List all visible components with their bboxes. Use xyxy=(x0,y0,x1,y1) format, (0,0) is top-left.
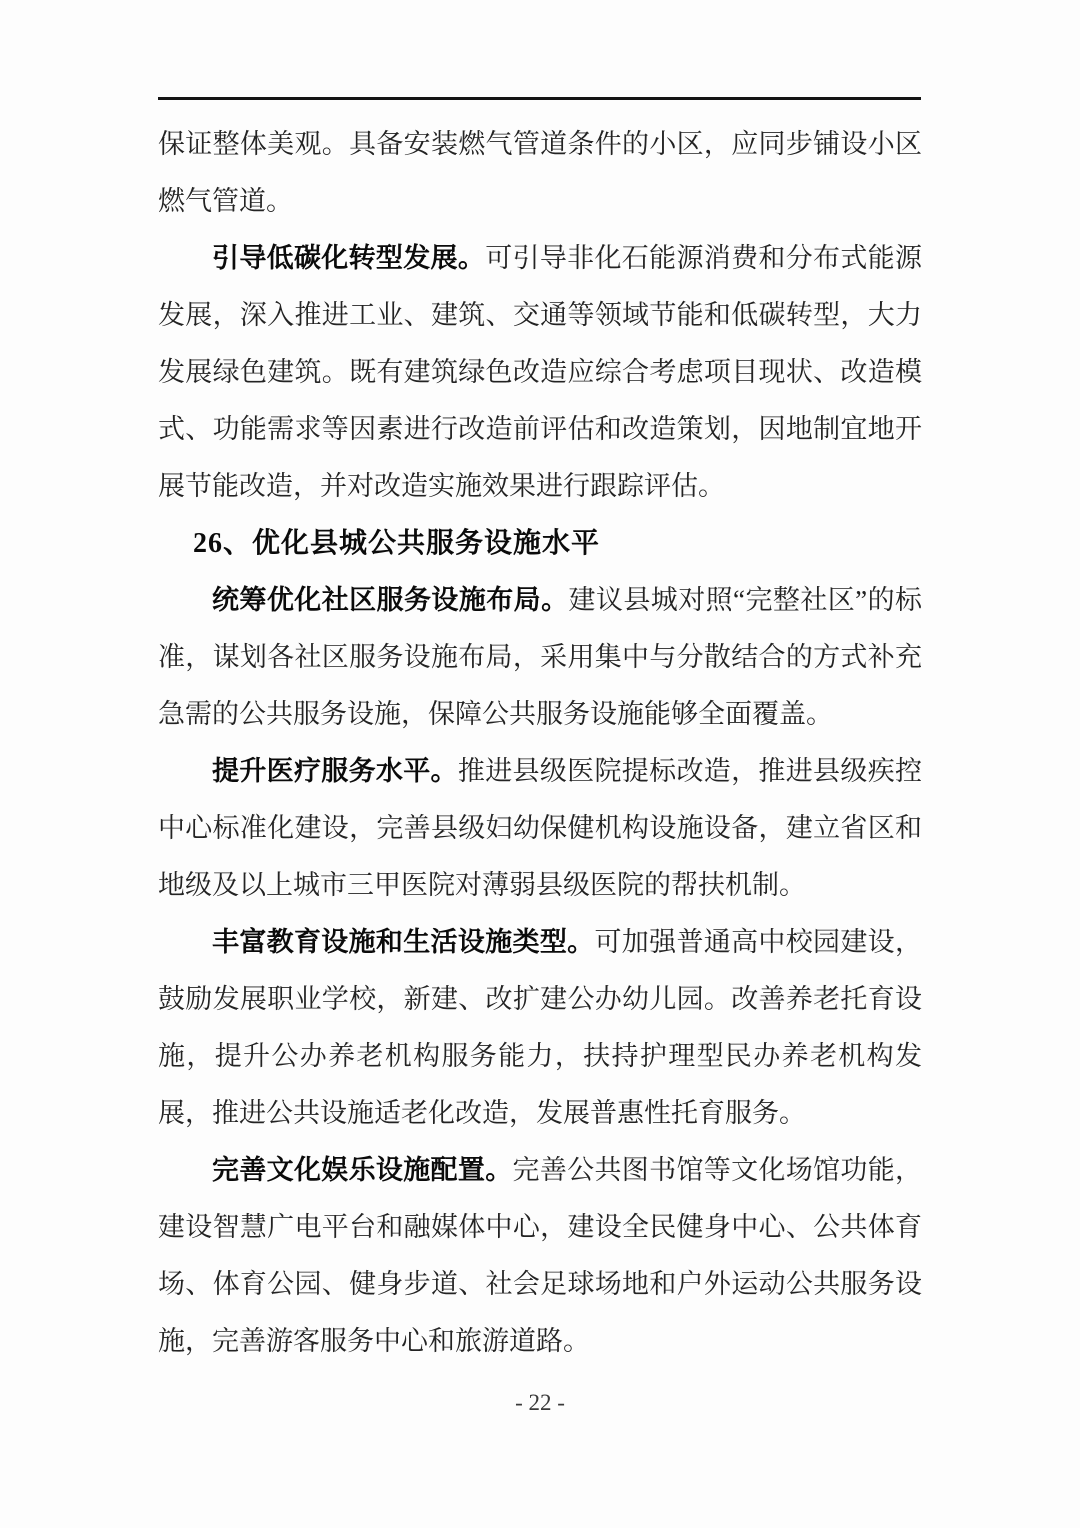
paragraph-community-body: 建议县城对照“完整社区”的标准，谋划各社区服务设施布局，采用集中与分散结合的方式补充急需的公共服务设施，保障公共服务设施能够全面覆盖。 xyxy=(158,585,922,729)
document-body xyxy=(158,116,922,1370)
paragraph-culture xyxy=(158,1142,922,1370)
paragraph-continuation: 保证整体美观。具备安装燃气管道条件的小区，应同步铺设小区燃气管道。 xyxy=(158,129,922,216)
paragraph-medical-body: 推进县级医院提标改造，推进县级疾控中心标准化建设，完善县级妇幼保健机构设施设备，建立省区和地级及以上城市三甲医院对薄弱县级医院的帮扶机制。 xyxy=(158,756,923,900)
paragraph-medical xyxy=(158,743,922,914)
page-footer xyxy=(0,1388,1080,1418)
paragraph-low-carbon-body: 可引导非化石能源消费和分布式能源发展，深入推进工业、建筑、交通等领域节能和低碳转型，大力发展绿色建筑。既有建筑绿色改造应综合考虑项目现状、改造模式、功能需求等因素进行改造前评估和改造策划，因地制宜地开展节能改造，并对改造实施效果进行跟踪评估。 xyxy=(158,243,923,501)
paragraph-education-body: 可加强普通高中校园建设，鼓励发展职业学校，新建、改扩建公办幼儿园。改善养老托育设施，提升公办养老机构服务能力，扶持护理型民办养老机构发展，推进公共设施适老化改造，发展普惠性托育服务。 xyxy=(158,927,923,1128)
paragraph-education-lead: 丰富教育设施和生活设施类型。 xyxy=(212,927,595,957)
paragraph-education xyxy=(158,914,922,1142)
paragraph-culture-lead: 完善文化娱乐设施配置。 xyxy=(212,1155,513,1185)
paragraph-medical-lead: 提升医疗服务水平。 xyxy=(212,756,458,786)
paragraph-low-carbon-lead: 引导低碳化转型发展。 xyxy=(212,243,486,273)
page-number: - 22 - xyxy=(515,1390,565,1415)
paragraph-culture-body: 完善公共图书馆等文化场馆功能，建设智慧广电平台和融媒体中心，建设全民健身中心、公共体育场、体育公园、健身步道、社会足球场地和户外运动公共服务设施，完善游客服务中心和旅游道路。 xyxy=(158,1155,923,1356)
paragraph-community xyxy=(158,572,922,743)
paragraph-community-lead: 统筹优化社区服务设施布局。 xyxy=(212,585,569,615)
header-rule xyxy=(158,97,921,100)
paragraph-low-carbon xyxy=(158,230,922,515)
section-heading: 26、优化县城公共服务设施水平 xyxy=(193,528,601,559)
